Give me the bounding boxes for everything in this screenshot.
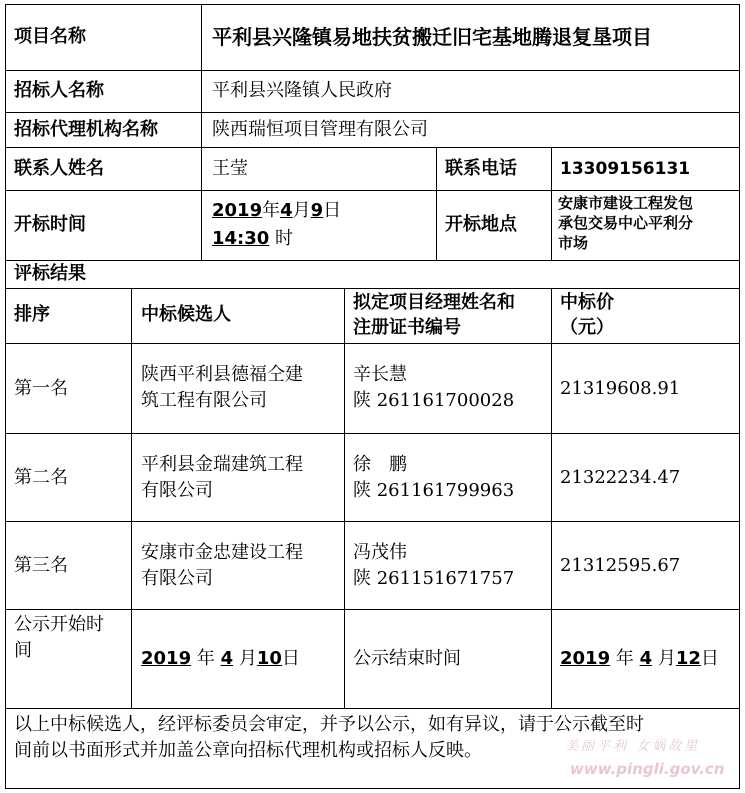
header-manager-line2: 注册证书编号 xyxy=(353,317,461,338)
notice-line1: 以上中标候选人，经评标委员会审定，并予以公示，如有异议，请于公示截至时 xyxy=(14,714,644,735)
watermark-slogan: 美丽平利 女娲故里 xyxy=(565,739,701,754)
results-title: 评标结果 xyxy=(14,263,86,284)
row2-candidate-line1: 平利县金瑞建筑工程 xyxy=(141,454,303,475)
opening-place-line1: 安康市建设工程发包 xyxy=(558,194,694,212)
header-price-line2: （元） xyxy=(560,317,614,338)
agency-value: 陕西瑞恒项目管理有限公司 xyxy=(212,119,428,140)
row3-price: 21312595.67 xyxy=(560,555,681,576)
publicity-start-label-line2: 间 xyxy=(14,640,32,661)
contact-name-label: 联系人姓名 xyxy=(14,158,104,179)
header-rank: 排序 xyxy=(14,304,50,325)
header-price-line1: 中标价 xyxy=(560,292,614,313)
tenderer-value: 平利县兴隆镇人民政府 xyxy=(212,80,392,101)
row3-candidate-line2: 有限公司 xyxy=(141,568,213,589)
header-manager-line1: 拟定项目经理姓名和 xyxy=(353,292,515,313)
tenderer-label: 招标人名称 xyxy=(14,80,104,101)
project-label: 项目名称 xyxy=(14,26,86,47)
row1-rank: 第一名 xyxy=(14,378,68,399)
row2-manager-cert: 陕 261161799963 xyxy=(353,480,515,501)
opening-date: 2019年4月9日 xyxy=(212,200,342,221)
row3-manager-name: 冯茂伟 xyxy=(353,542,407,563)
row2-manager-name: 徐 鹏 xyxy=(353,454,407,475)
row1-price: 21319608.91 xyxy=(560,378,681,399)
agency-label: 招标代理机构名称 xyxy=(14,119,158,140)
row3-manager-cert: 陕 261151671757 xyxy=(353,568,515,589)
opening-place-label: 开标地点 xyxy=(445,214,517,235)
row3-candidate-line1: 安康市金忠建设工程 xyxy=(141,542,303,563)
publicity-start-label-line1: 公示开始时 xyxy=(14,614,104,635)
row3-rank: 第三名 xyxy=(14,555,68,576)
publicity-start-date: 2019 年 4 月10日 xyxy=(141,648,300,669)
row1-candidate-line1: 陕西平利县德福仝建 xyxy=(141,364,303,385)
row2-candidate-line2: 有限公司 xyxy=(141,480,213,501)
opening-place-line3: 市场 xyxy=(558,234,589,252)
publicity-end-label: 公示结束时间 xyxy=(353,648,461,669)
notice-line2: 间前以书面形式并加盖公章向招标代理机构或招标人反映。 xyxy=(14,740,482,761)
row2-rank: 第二名 xyxy=(14,467,68,488)
row2-price: 21322234.47 xyxy=(560,467,681,488)
row1-manager-name: 辛长慧 xyxy=(353,364,407,385)
opening-place-line2: 承包交易中心平利分 xyxy=(558,214,694,232)
opening-time-label: 开标时间 xyxy=(14,214,86,235)
contact-name: 王莹 xyxy=(212,158,248,179)
row1-manager-cert: 陕 261161700028 xyxy=(353,390,515,411)
header-candidate: 中标候选人 xyxy=(141,304,231,325)
watermark-url: www.pingli.gov.cn xyxy=(570,760,725,778)
publicity-end-date: 2019 年 4 月12日 xyxy=(560,648,719,669)
contact-phone: 13309156131 xyxy=(560,159,691,179)
row1-candidate-line2: 筑工程有限公司 xyxy=(141,390,267,411)
project-value: 平利县兴隆镇易地扶贫搬迁旧宅基地腾退复垦项目 xyxy=(212,25,652,49)
opening-clock: 14:30 时 xyxy=(212,228,294,249)
contact-phone-label: 联系电话 xyxy=(445,158,517,179)
